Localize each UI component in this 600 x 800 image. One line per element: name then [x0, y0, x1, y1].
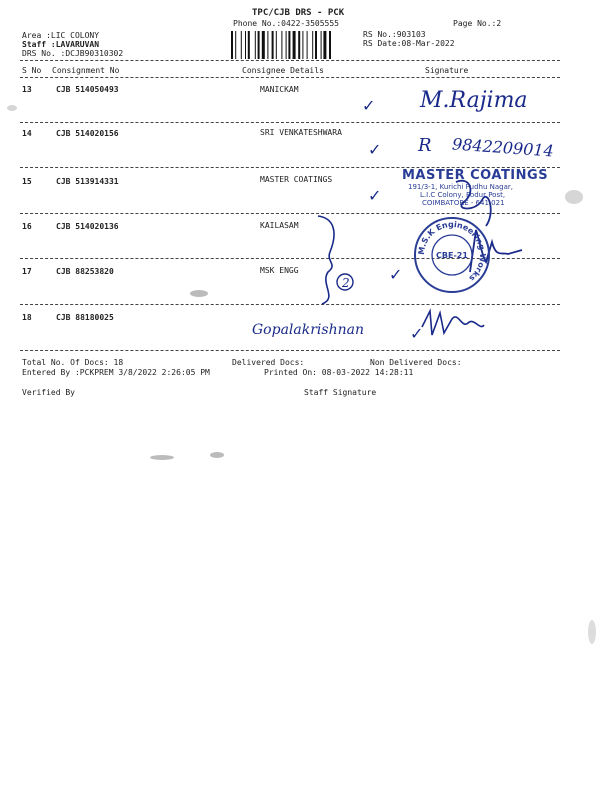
scan-speck	[210, 452, 224, 458]
row-divider	[20, 122, 560, 123]
row-consignment: CJB 88253820	[56, 267, 114, 276]
row-consignee: MASTER COATINGS	[260, 175, 333, 184]
barcode-bar	[245, 31, 246, 59]
rs-number: RS No.:903103	[363, 30, 426, 39]
handwritten-phone: 9842209014	[451, 134, 555, 161]
entered-by: Entered By :PCKPREM 3/8/2022 2:26:05 PM	[22, 368, 210, 377]
staff-signature: Staff Signature	[304, 388, 377, 397]
row-consignment: CJB 88180025	[56, 313, 114, 322]
row-sno: 17	[22, 267, 32, 276]
row-consignee: MANICKAM	[260, 85, 299, 94]
column-divider	[20, 77, 560, 78]
signature-scribble	[418, 305, 488, 345]
bracket-note: 2	[342, 276, 350, 290]
tick-mark: ✓	[362, 96, 376, 115]
barcode-bar	[241, 31, 242, 59]
row-sno: 15	[22, 177, 32, 186]
scan-speck	[150, 455, 174, 460]
barcode-bar	[312, 31, 313, 59]
tick-mark: ✓	[389, 265, 403, 284]
barcode-bar	[248, 31, 250, 59]
row-consignee: SRI VENKATESHWARA	[260, 128, 342, 137]
col-consignment: Consignment No	[52, 66, 120, 75]
handwritten-signature: M.Rajima	[420, 88, 528, 113]
verified-by: Verified By	[22, 388, 75, 397]
phone-number: Phone No.:0422-3505555	[233, 19, 339, 28]
row-sno: 16	[22, 222, 32, 231]
barcode-bar	[302, 31, 303, 59]
col-sno: S No	[22, 66, 42, 75]
bracket-mark	[312, 212, 372, 308]
tick-mark: ✓	[368, 140, 382, 159]
row-consignment: CJB 514020156	[56, 129, 119, 138]
rs-date: RS Date:08-Mar-2022	[363, 39, 455, 48]
barcode-bar	[293, 31, 296, 59]
header-divider	[20, 60, 560, 61]
row-sno: 14	[22, 129, 32, 138]
staff-label: Staff :LAVARUVAN	[22, 40, 100, 49]
barcode-bar	[307, 31, 308, 59]
row-sno: 18	[22, 313, 32, 322]
seal-center-text: CBE-21	[436, 251, 468, 260]
tick-mark: ✓	[368, 186, 382, 205]
barcode-bar	[235, 31, 236, 59]
col-signature: Signature	[425, 66, 469, 75]
barcode-bar	[329, 31, 331, 59]
table-end-divider	[20, 350, 560, 351]
stamp-address-2: L.I.C Colony, Podur Post,	[420, 191, 506, 199]
seal-ring-text: M.S.K Engineering Works	[416, 219, 488, 283]
col-consignee: Consignee Details	[242, 66, 324, 75]
barcode-bar	[321, 31, 322, 59]
stamp-address-3: COIMBATORE - 641 021	[422, 199, 505, 207]
barcode-bar	[231, 31, 233, 59]
barcode-bar	[258, 31, 260, 59]
total-docs: Total No. Of Docs: 18	[22, 358, 124, 367]
row-consignment: CJB 513914331	[56, 177, 119, 186]
row-consignee: KAILASAM	[260, 221, 299, 230]
barcode-bar	[288, 31, 290, 59]
row-sno: 13	[22, 85, 32, 94]
barcode-bar	[262, 31, 265, 59]
barcode-bar	[298, 31, 300, 59]
barcode-bar	[281, 31, 282, 59]
scan-speck	[565, 190, 583, 204]
tick-mark: ✓	[410, 324, 424, 343]
barcode-bar	[255, 31, 256, 59]
scan-speck	[588, 620, 596, 644]
printed-on: Printed On: 08-03-2022 14:28:11	[264, 368, 414, 377]
delivered-docs: Delivered Docs:	[232, 358, 305, 367]
row-consignment: CJB 514020136	[56, 222, 119, 231]
scan-speck	[7, 105, 17, 111]
scan-speck	[190, 290, 208, 297]
document-title: TPC/CJB DRS - PCK	[252, 8, 345, 18]
row-consignee: MSK ENGG	[260, 266, 299, 275]
non-delivered-docs: Non Delivered Docs:	[370, 358, 462, 367]
area-label: Area :LIC COLONY	[22, 31, 100, 40]
handwritten-initials: R	[418, 135, 432, 156]
row-consignment: CJB 514050493	[56, 85, 119, 94]
page-number: Page No.:2	[453, 19, 502, 28]
company-seal	[412, 215, 492, 295]
barcode-bar	[323, 31, 326, 59]
barcode-bar	[267, 31, 268, 59]
handwritten-name: Gopalakrishnan	[252, 322, 364, 338]
drs-number: DRS No. :DCJB90310302	[22, 49, 124, 58]
barcode	[231, 31, 357, 59]
barcode-bar	[276, 31, 277, 59]
barcode-bar	[272, 31, 274, 59]
stamp-address-1: 191/3-1, Kurichi Pudhu Nagar,	[408, 183, 513, 191]
company-stamp	[402, 168, 548, 207]
stamp-company: MASTER COATINGS	[402, 168, 549, 183]
barcode-bar	[286, 31, 287, 59]
barcode-bar	[315, 31, 317, 59]
